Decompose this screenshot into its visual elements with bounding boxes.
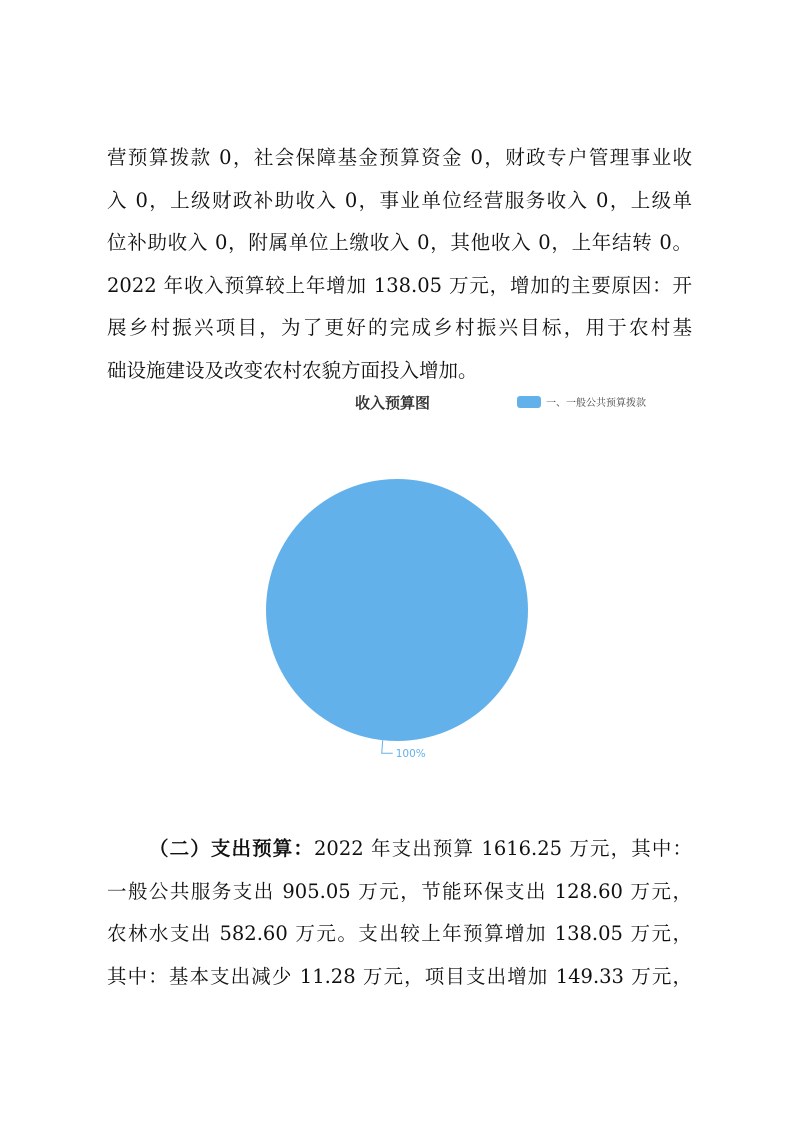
text-line: 入 0，上级财政补助收入 0，事业单位经营服务收入 0，上级单 [107,188,692,212]
text-line: 其中：基本支出减少 11.28 万元，项目支出增加 149.33 万元， [107,964,692,988]
expenditure-budget-paragraph [107,828,692,998]
text-line: 础设施建设及改变农村农貌方面投入增加。 [107,358,478,382]
text-line: 2022 年收入预算较上年增加 138.05 万元，增加的主要原因：开 [107,273,692,297]
text-line: 农林水支出 582.60 万元。支出较上年预算增加 138.05 万元， [107,922,692,945]
text-line: 营预算拨款 0，社会保障基金预算资金 0，财政专户管理事业收 [107,146,692,169]
chart-legend[interactable] [517,394,646,409]
first-line-text: 2022 年支出预算 1616.25 万元，其中： [314,837,692,860]
label-leader-line [382,740,393,753]
slice-data-label: 100% [395,748,426,761]
income-budget-paragraph [107,137,692,392]
chart-title: 收入预算图 [355,394,431,412]
text-line [107,828,692,871]
text-line: 展乡村振兴项目，为了更好的完成乡村振兴目标，用于农村基 [107,316,692,339]
text-line: 一般公共服务支出 905.05 万元，节能环保支出 128.60 万元， [107,879,692,903]
legend-swatch [517,396,541,408]
pie-chart [250,460,550,770]
section-heading: （二）支出预算： [149,837,315,860]
text-line: 位补助收入 0，附属单位上缴收入 0，其他收入 0，上年结转 0。 [107,231,692,254]
legend-label: 一、一般公共预算拨款 [546,398,646,409]
pie-slice[interactable] [266,479,528,741]
